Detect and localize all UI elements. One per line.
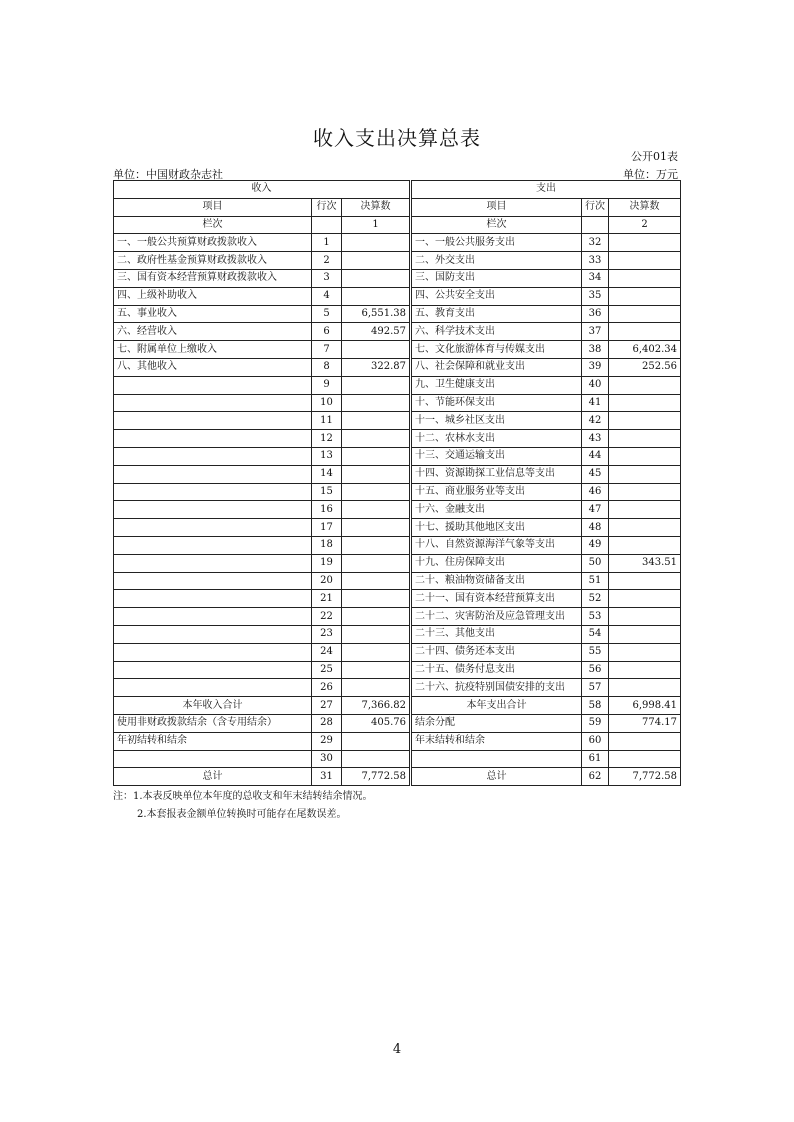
income-row-no: 15 — [312, 483, 342, 501]
expense-amount — [609, 625, 681, 643]
expense-item: 二十六、抗疫特别国债安排的支出 — [412, 679, 582, 697]
expense-row-no: 35 — [582, 287, 609, 305]
expense-amount — [609, 412, 681, 430]
expense-summary-item: 本年支出合计 — [412, 697, 582, 715]
expense-item: 二十二、灾害防治及应急管理支出 — [412, 608, 582, 626]
table-row — [114, 234, 681, 252]
expense-row-no: 33 — [582, 252, 609, 270]
income-amount — [342, 661, 410, 679]
column-index-row — [114, 216, 681, 234]
income-item: 四、上级补助收入 — [114, 287, 312, 305]
income-amount: 492.57 — [342, 323, 410, 341]
income-row-no: 26 — [312, 679, 342, 697]
expense-amount — [609, 430, 681, 448]
expense-row-no: 43 — [582, 430, 609, 448]
expense-summary-amount — [609, 732, 681, 750]
income-item — [114, 572, 312, 590]
income-column-label: 栏次 — [114, 216, 312, 234]
table-row — [114, 572, 681, 590]
income-amount — [342, 234, 410, 252]
expense-item: 二十四、债务还本支出 — [412, 643, 582, 661]
income-item: 三、国有资本经营预算财政拨款收入 — [114, 269, 312, 287]
income-item: 八、其他收入 — [114, 358, 312, 376]
table-row — [114, 643, 681, 661]
income-amount — [342, 679, 410, 697]
table-row — [114, 252, 681, 270]
income-row-no: 2 — [312, 252, 342, 270]
income-row-no: 12 — [312, 430, 342, 448]
income-row-no: 23 — [312, 625, 342, 643]
expense-summary-amount: 6,998.41 — [609, 697, 681, 715]
expense-summary-amount: 774.17 — [609, 714, 681, 732]
income-item — [114, 643, 312, 661]
income-row-no: 7 — [312, 341, 342, 359]
expense-summary-row-no: 62 — [582, 768, 609, 786]
income-amount — [342, 643, 410, 661]
expense-amount — [609, 519, 681, 537]
expense-row-no: 41 — [582, 394, 609, 412]
expense-amount — [609, 305, 681, 323]
income-row-no: 25 — [312, 661, 342, 679]
expense-rowno-header: 行次 — [582, 198, 609, 216]
expense-amount — [609, 572, 681, 590]
expense-item: 二十三、其他支出 — [412, 625, 582, 643]
summary-row — [114, 714, 681, 732]
table-row — [114, 430, 681, 448]
expense-row-no: 42 — [582, 412, 609, 430]
expense-item: 十九、住房保障支出 — [412, 554, 582, 572]
income-amount — [342, 536, 410, 554]
income-row-no: 4 — [312, 287, 342, 305]
expense-row-no: 39 — [582, 358, 609, 376]
income-row-no: 22 — [312, 608, 342, 626]
expense-row-no: 50 — [582, 554, 609, 572]
income-item — [114, 625, 312, 643]
income-summary-item: 使用非财政拨款结余（含专用结余） — [114, 714, 312, 732]
expense-item: 十八、自然资源海洋气象等支出 — [412, 536, 582, 554]
income-amount — [342, 447, 410, 465]
expense-amount — [609, 661, 681, 679]
income-amount: 322.87 — [342, 358, 410, 376]
income-summary-row-no: 31 — [312, 768, 342, 786]
expense-amount — [609, 287, 681, 305]
expense-amount — [609, 643, 681, 661]
expense-row-no: 53 — [582, 608, 609, 626]
table-row — [114, 501, 681, 519]
expense-item: 十四、资源勘探工业信息等支出 — [412, 465, 582, 483]
income-summary-item: 本年收入合计 — [114, 697, 312, 715]
income-expense-table — [113, 180, 681, 786]
income-amount — [342, 430, 410, 448]
table-row — [114, 358, 681, 376]
expense-item: 二十、粮油物资储备支出 — [412, 572, 582, 590]
expense-amount: 6,402.34 — [609, 341, 681, 359]
income-summary-item: 总计 — [114, 768, 312, 786]
income-amount — [342, 625, 410, 643]
expense-row-no: 51 — [582, 572, 609, 590]
expense-row-no: 37 — [582, 323, 609, 341]
expense-amount — [609, 590, 681, 608]
expense-row-no: 54 — [582, 625, 609, 643]
summary-row — [114, 768, 681, 786]
income-item: 二、政府性基金预算财政拨款收入 — [114, 252, 312, 270]
income-row-no: 16 — [312, 501, 342, 519]
table-row — [114, 483, 681, 501]
expense-row-no: 48 — [582, 519, 609, 537]
expense-amount — [609, 608, 681, 626]
income-row-no: 5 — [312, 305, 342, 323]
income-item: 一、一般公共预算财政拨款收入 — [114, 234, 312, 252]
income-amount — [342, 412, 410, 430]
expense-summary-amount — [609, 750, 681, 768]
expense-amount — [609, 323, 681, 341]
table-row — [114, 323, 681, 341]
expense-item: 二、外交支出 — [412, 252, 582, 270]
table-row — [114, 305, 681, 323]
expense-item: 七、文化旅游体育与传媒支出 — [412, 341, 582, 359]
expense-item: 三、国防支出 — [412, 269, 582, 287]
income-item — [114, 661, 312, 679]
expense-amount-header: 决算数 — [609, 198, 681, 216]
income-summary-amount — [342, 750, 410, 768]
income-rowno-header: 行次 — [312, 198, 342, 216]
expense-summary-item: 年末结转和结余 — [412, 732, 582, 750]
expense-item: 十、节能环保支出 — [412, 394, 582, 412]
table-row — [114, 536, 681, 554]
expense-item: 二十五、债务付息支出 — [412, 661, 582, 679]
income-header: 收入 — [114, 181, 410, 199]
income-row-no: 20 — [312, 572, 342, 590]
income-summary-item — [114, 750, 312, 768]
income-row-no: 3 — [312, 269, 342, 287]
expense-row-no: 47 — [582, 501, 609, 519]
expense-amount — [609, 447, 681, 465]
income-item — [114, 519, 312, 537]
expense-row-no: 45 — [582, 465, 609, 483]
unit-name: 单位：中国财政杂志社 — [113, 168, 223, 181]
note-2: 2.本套报表金额单位转换时可能存在尾数误差。 — [137, 809, 347, 820]
income-item-header: 项目 — [114, 198, 312, 216]
expense-row-no: 56 — [582, 661, 609, 679]
notes — [113, 788, 373, 824]
income-item — [114, 590, 312, 608]
income-amount — [342, 590, 410, 608]
table-row — [114, 465, 681, 483]
income-amount — [342, 341, 410, 359]
income-item — [114, 412, 312, 430]
header-section-row — [114, 181, 681, 199]
income-row-no: 8 — [312, 358, 342, 376]
income-amount — [342, 501, 410, 519]
expense-item: 十五、商业服务业等支出 — [412, 483, 582, 501]
summary-row — [114, 750, 681, 768]
income-amount — [342, 519, 410, 537]
income-amount-header: 决算数 — [342, 198, 410, 216]
expense-amount: 343.51 — [609, 554, 681, 572]
income-summary-row-no: 28 — [312, 714, 342, 732]
income-row-no: 6 — [312, 323, 342, 341]
expense-row-no: 46 — [582, 483, 609, 501]
expense-summary-item — [412, 750, 582, 768]
income-amount — [342, 608, 410, 626]
expense-amount: 252.56 — [609, 358, 681, 376]
expense-summary-row-no: 58 — [582, 697, 609, 715]
table-row — [114, 412, 681, 430]
expense-amount — [609, 376, 681, 394]
expense-item: 一、一般公共服务支出 — [412, 234, 582, 252]
expense-row-no: 32 — [582, 234, 609, 252]
income-item — [114, 536, 312, 554]
table-row — [114, 679, 681, 697]
income-item: 五、事业收入 — [114, 305, 312, 323]
income-row-no: 19 — [312, 554, 342, 572]
expense-row-no: 52 — [582, 590, 609, 608]
income-item — [114, 447, 312, 465]
income-item — [114, 430, 312, 448]
income-row-no: 21 — [312, 590, 342, 608]
expense-summary-item: 总计 — [412, 768, 582, 786]
income-item — [114, 679, 312, 697]
expense-item: 五、教育支出 — [412, 305, 582, 323]
unit-currency: 单位：万元 — [623, 168, 678, 181]
income-item — [114, 376, 312, 394]
income-row-no: 18 — [312, 536, 342, 554]
income-amount — [342, 376, 410, 394]
income-amount: 6,551.38 — [342, 305, 410, 323]
income-item — [114, 465, 312, 483]
table-row — [114, 269, 681, 287]
table-row — [114, 287, 681, 305]
table-row — [114, 554, 681, 572]
page-number: 4 — [392, 1042, 402, 1057]
header-columns-row — [114, 198, 681, 216]
expense-row-no: 36 — [582, 305, 609, 323]
income-amount — [342, 269, 410, 287]
income-summary-amount — [342, 732, 410, 750]
expense-amount — [609, 394, 681, 412]
income-amount — [342, 287, 410, 305]
summary-row — [114, 732, 681, 750]
income-amount — [342, 465, 410, 483]
note-1: 注：1.本表反映单位本年度的总收支和年末结转结余情况。 — [113, 791, 373, 802]
income-item: 六、经营收入 — [114, 323, 312, 341]
expense-row-no: 40 — [582, 376, 609, 394]
expense-summary-amount: 7,772.58 — [609, 768, 681, 786]
expense-item-header: 项目 — [412, 198, 582, 216]
income-row-no: 11 — [312, 412, 342, 430]
income-row-no: 13 — [312, 447, 342, 465]
income-summary-amount: 7,366.82 — [342, 697, 410, 715]
expense-item: 四、公共安全支出 — [412, 287, 582, 305]
expense-amount — [609, 679, 681, 697]
expense-column-label: 栏次 — [412, 216, 582, 234]
table-row — [114, 519, 681, 537]
income-summary-row-no: 29 — [312, 732, 342, 750]
income-item — [114, 501, 312, 519]
income-summary-amount: 405.76 — [342, 714, 410, 732]
expense-amount — [609, 483, 681, 501]
form-code: 公开01表 — [631, 150, 678, 163]
expense-summary-row-no: 61 — [582, 750, 609, 768]
table-row — [114, 608, 681, 626]
table-row — [114, 590, 681, 608]
expense-row-no: 57 — [582, 679, 609, 697]
table-row — [114, 376, 681, 394]
expense-row-no: 55 — [582, 643, 609, 661]
income-row-no: 1 — [312, 234, 342, 252]
page-title: 收入支出决算总表 — [313, 126, 481, 150]
expense-summary-item: 结余分配 — [412, 714, 582, 732]
income-row-no: 24 — [312, 643, 342, 661]
table-row — [114, 447, 681, 465]
summary-row — [114, 697, 681, 715]
income-row-no: 9 — [312, 376, 342, 394]
expense-col-index: 2 — [609, 216, 681, 234]
income-amount — [342, 252, 410, 270]
expense-amount — [609, 252, 681, 270]
income-amount — [342, 572, 410, 590]
expense-item: 十二、农林水支出 — [412, 430, 582, 448]
table-row — [114, 394, 681, 412]
expense-row-no: 34 — [582, 269, 609, 287]
expense-item: 十一、城乡社区支出 — [412, 412, 582, 430]
income-item — [114, 608, 312, 626]
expense-item: 二十一、国有资本经营预算支出 — [412, 590, 582, 608]
income-item — [114, 483, 312, 501]
expense-row-no: 38 — [582, 341, 609, 359]
income-item — [114, 394, 312, 412]
income-summary-row-no: 27 — [312, 697, 342, 715]
table-row — [114, 661, 681, 679]
expense-amount — [609, 269, 681, 287]
income-summary-amount: 7,772.58 — [342, 768, 410, 786]
table-row — [114, 625, 681, 643]
income-amount — [342, 554, 410, 572]
expense-item: 十三、交通运输支出 — [412, 447, 582, 465]
income-summary-row-no: 30 — [312, 750, 342, 768]
expense-amount — [609, 234, 681, 252]
income-summary-item: 年初结转和结余 — [114, 732, 312, 750]
expense-item: 八、社会保障和就业支出 — [412, 358, 582, 376]
table-row — [114, 341, 681, 359]
expense-amount — [609, 536, 681, 554]
expense-summary-row-no: 60 — [582, 732, 609, 750]
income-item: 七、附属单位上缴收入 — [114, 341, 312, 359]
income-amount — [342, 394, 410, 412]
income-amount — [342, 483, 410, 501]
income-item — [114, 554, 312, 572]
expense-amount — [609, 501, 681, 519]
expense-item: 十七、援助其他地区支出 — [412, 519, 582, 537]
expense-row-no: 49 — [582, 536, 609, 554]
expense-summary-row-no: 59 — [582, 714, 609, 732]
expense-item: 九、卫生健康支出 — [412, 376, 582, 394]
expense-header: 支出 — [412, 181, 681, 199]
income-row-no: 17 — [312, 519, 342, 537]
income-col-index: 1 — [342, 216, 410, 234]
expense-amount — [609, 465, 681, 483]
expense-item: 十六、金融支出 — [412, 501, 582, 519]
income-row-no: 10 — [312, 394, 342, 412]
expense-item: 六、科学技术支出 — [412, 323, 582, 341]
income-row-no: 14 — [312, 465, 342, 483]
expense-row-no: 44 — [582, 447, 609, 465]
